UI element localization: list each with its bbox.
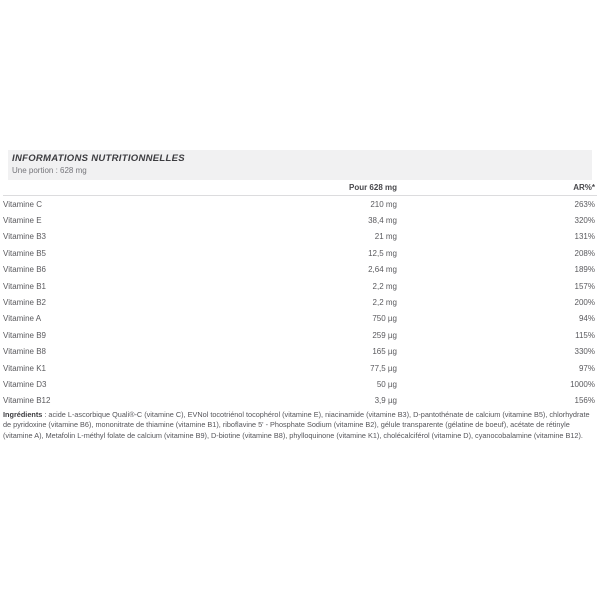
- vitamin-ar-cell: 156%: [574, 396, 595, 406]
- vitamin-amount-cell: 3,9 µg: [374, 396, 397, 406]
- vitamin-amount-cell: 12,5 mg: [368, 248, 397, 258]
- vitamin-name-cell: Vitamine E: [3, 216, 42, 226]
- vitamin-amount-cell: 165 µg: [372, 347, 397, 357]
- column-header-ar: AR%*: [573, 183, 595, 192]
- vitamin-ar-cell: 189%: [574, 265, 595, 275]
- ingredients-label: Ingrédients: [3, 410, 43, 420]
- table-header-row: [3, 180, 597, 196]
- vitamin-name-cell: Vitamine D3: [3, 379, 47, 389]
- table-row: [3, 294, 597, 310]
- table-row: [3, 245, 597, 261]
- vitamin-name-cell: Vitamine B8: [3, 347, 46, 357]
- vitamin-ar-cell: 1000%: [570, 379, 595, 389]
- table-row: [3, 360, 597, 376]
- table-row: [3, 393, 597, 409]
- vitamin-amount-cell: 210 mg: [370, 199, 397, 209]
- section-title: INFORMATIONS NUTRITIONNELLES: [12, 153, 185, 164]
- vitamin-ar-cell: 200%: [574, 298, 595, 308]
- vitamin-ar-cell: 157%: [574, 281, 595, 291]
- table-row: [3, 262, 597, 278]
- vitamin-ar-cell: 115%: [575, 330, 595, 340]
- vitamin-amount-cell: 21 mg: [374, 232, 397, 242]
- nutrition-content: [3, 150, 597, 448]
- vitamin-ar-cell: 320%: [574, 216, 595, 226]
- vitamin-ar-cell: 208%: [574, 248, 595, 258]
- vitamin-ar-cell: 330%: [574, 347, 595, 357]
- vitamin-name-cell: Vitamine B1: [3, 281, 46, 291]
- nutrition-header-band: [8, 150, 592, 180]
- column-header-amount: Pour 628 mg: [348, 183, 397, 192]
- serving-size-text: Une portion : 628 mg: [12, 166, 87, 175]
- table-row: [3, 327, 597, 343]
- table-row: [3, 376, 597, 392]
- vitamin-ar-cell: 131%: [574, 232, 595, 242]
- ingredients-text: : acide L-ascorbique Quali®-C (vitamine C), EVNol tocotriénol tocophérol (vitamine E), niacinamide (vitamine B3), D-pantothénate de calcium (vitamine B5), chlorhydrate de pyridoxine (vitamine B6), mononitrate de thiamine (vitamine B1), riboflavine 5' - Phosphate Sodium (vitamine B2), gélule transparente (gélatine de boeuf), acétate de rétinyle (vitamine A), Metafolin L-méthyl folate de calcium (vitamine B9), D-biotine (vitamine B8), phylloquinone (vitamine K1), cholécalciférol (vitamine D), cyanocobalamine (vitamine B12).: [3, 410, 590, 440]
- vitamin-name-cell: Vitamine B2: [3, 298, 46, 308]
- table-row: [3, 278, 597, 294]
- vitamin-amount-cell: 750 µg: [372, 314, 397, 324]
- vitamin-amount-cell: 259 µg: [372, 330, 397, 340]
- vitamin-name-cell: Vitamine B5: [3, 248, 46, 258]
- table-row: [3, 229, 597, 245]
- vitamin-name-cell: Vitamine B9: [3, 330, 46, 340]
- vitamin-amount-cell: 2,64 mg: [368, 265, 397, 275]
- table-row: [3, 196, 597, 212]
- table-row: [3, 212, 597, 228]
- vitamin-name-cell: Vitamine K1: [3, 363, 46, 373]
- vitamin-name-cell: Vitamine A: [3, 314, 42, 324]
- vitamin-name-cell: Vitamine B3: [3, 232, 46, 242]
- ingredients-paragraph: [3, 410, 597, 441]
- vitamin-amount-cell: 77,5 µg: [370, 363, 397, 373]
- table-row: [3, 311, 597, 327]
- vitamin-amount-cell: 2,2 mg: [372, 281, 397, 291]
- vitamin-name-cell: Vitamine B6: [3, 265, 46, 275]
- vitamin-amount-cell: 38,4 mg: [368, 216, 397, 226]
- nutrition-table-body: [3, 196, 597, 409]
- vitamin-ar-cell: 97%: [578, 363, 595, 373]
- vitamin-name-cell: Vitamine C: [3, 199, 42, 209]
- vitamin-amount-cell: 2,2 mg: [372, 298, 397, 308]
- table-row: [3, 344, 597, 360]
- vitamin-amount-cell: 50 µg: [376, 379, 397, 389]
- vitamin-ar-cell: 263%: [574, 199, 595, 209]
- vitamin-name-cell: Vitamine B12: [3, 396, 51, 406]
- vitamin-ar-cell: 94%: [578, 314, 595, 324]
- nutrition-table: [3, 180, 597, 409]
